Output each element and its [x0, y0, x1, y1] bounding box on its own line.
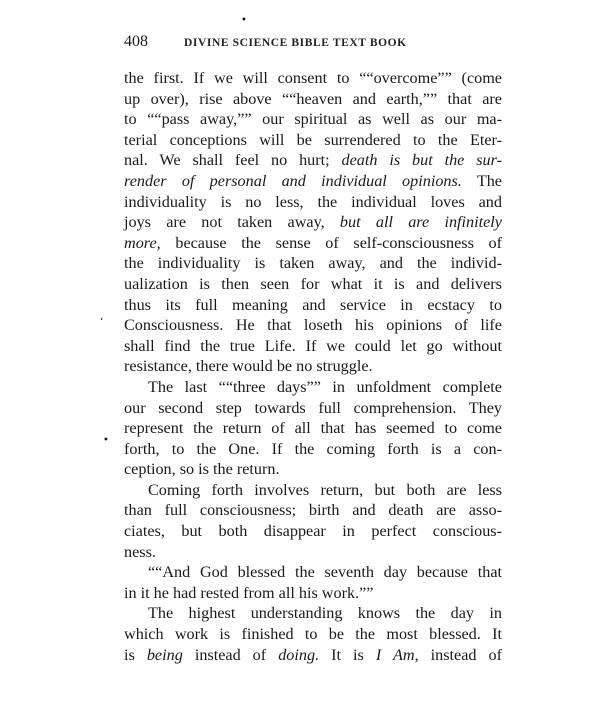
text-segment: because the sense of self-consciousness of [160, 233, 502, 252]
ink-speck-top: • [241, 15, 247, 26]
text-line [124, 500, 502, 521]
text-segment: resistance, there would be no struggle. [124, 357, 373, 376]
text-line [124, 253, 502, 274]
page-header [124, 32, 502, 52]
text-segment: which work is finished to be the most blessed. It [124, 625, 502, 644]
text-line [124, 109, 502, 130]
text-line [124, 171, 502, 192]
text-line [124, 295, 502, 316]
text-line [124, 68, 502, 89]
text-line [124, 336, 502, 357]
text-segment: than full consciousness; birth and death are asso- [124, 501, 502, 520]
text-segment: shall find the true Life. If we could let go without [124, 336, 502, 355]
text-segment: forth, to the One. If the coming forth is a con- [124, 439, 502, 458]
text-segment: The [461, 171, 502, 190]
text-line [124, 583, 502, 604]
text-line [124, 645, 502, 666]
italic-text: render of personal and individual opinions. [124, 171, 462, 190]
text-segment: The last ““three days”” in unfoldment complete [148, 377, 502, 396]
ink-speck-margin-1: ʻ [100, 317, 104, 328]
page-number: 408 [124, 33, 148, 50]
text-line [124, 212, 502, 233]
text-segment: terial conceptions will be surrendered to the Eter- [124, 130, 502, 149]
text-segment: ness. [124, 542, 156, 561]
text-line [124, 398, 502, 419]
text-line [124, 377, 502, 398]
italic-text: more, [124, 233, 161, 252]
text-segment: represent the return of all that has seemed to come [124, 419, 502, 438]
text-line [124, 274, 502, 295]
text-segment: individuality is no less, the individual loves and [124, 192, 502, 211]
ink-speck-margin-2: • [103, 435, 109, 446]
text-line [124, 233, 502, 254]
text-line [124, 521, 502, 542]
text-segment: to ““pass away,”” our spiritual as well as our ma- [124, 110, 502, 129]
text-line [124, 542, 502, 563]
text-segment: our second step towards full comprehension. They [124, 398, 502, 417]
text-segment: thus its full meaning and service in ecstacy to [124, 295, 502, 314]
text-segment: joys are not taken away, [124, 213, 340, 232]
italic-text: I Am, [375, 645, 419, 664]
text-segment: instead of [182, 645, 279, 664]
text-segment: ciates, but both disappear in perfect conscious- [124, 522, 502, 541]
text-line [124, 89, 502, 110]
text-segment: is [124, 645, 147, 664]
italic-text: doing. [278, 645, 320, 664]
italic-text: but all are infinitely [339, 213, 502, 232]
italic-text: being [146, 645, 183, 664]
text-segment: ualization is then seen for what it is and delivers [124, 274, 502, 293]
text-line [124, 130, 502, 151]
running-head: DIVINE SCIENCE BIBLE TEXT BOOK [184, 37, 407, 49]
text-line [124, 603, 502, 624]
text-line [124, 418, 502, 439]
text-segment: ““And God blessed the seventh day because that [148, 563, 502, 582]
text-segment: It is [319, 645, 376, 664]
italic-text: death is but the sur- [341, 151, 502, 170]
body-text [124, 68, 502, 665]
text-line [124, 192, 502, 213]
text-segment: ception, so is the return. [124, 460, 280, 479]
text-line [124, 439, 502, 460]
text-line [124, 356, 502, 377]
text-segment: in it he had rested from all his work.”” [124, 583, 374, 602]
text-segment: Coming forth involves return, but both are less [148, 480, 502, 499]
text-line [124, 562, 502, 583]
text-segment: instead of [418, 645, 502, 664]
text-line [124, 459, 502, 480]
text-line [124, 315, 502, 336]
text-segment: the first. If we will consent to ““overcome”” (come [124, 69, 502, 87]
text-line [124, 480, 502, 501]
text-segment: The highest understanding knows the day in [148, 604, 502, 623]
text-segment: nal. We shall feel no hurt; [124, 151, 342, 170]
text-segment: up over), rise above ““heaven and earth,”” that are [124, 89, 502, 108]
text-segment: the individuality is taken away, and the individ- [124, 254, 502, 273]
text-line [124, 150, 502, 171]
text-line [124, 624, 502, 645]
text-segment: Consciousness. He that loseth his opinions of life [124, 316, 502, 335]
